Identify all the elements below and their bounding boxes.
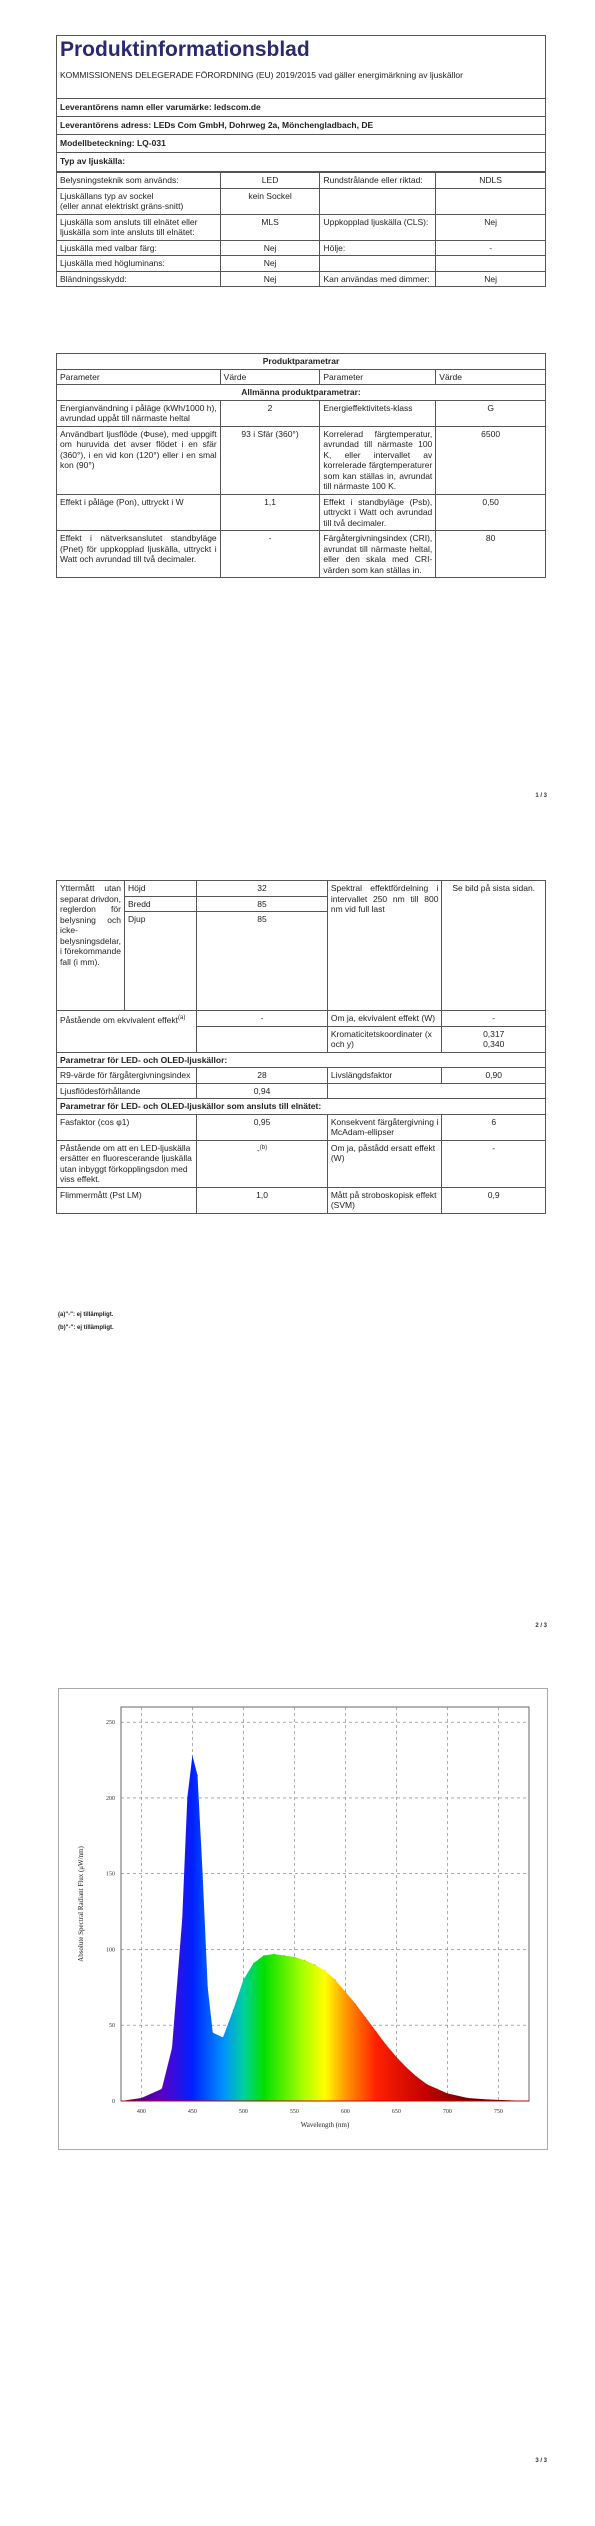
- dim-value: 32: [197, 881, 328, 897]
- replaced-power-label: Om ja, påstådd ersatt effekt (W): [327, 1140, 442, 1187]
- dim-value: 85: [197, 896, 328, 912]
- type-label: Ljuskälla med valbar färg:: [57, 240, 221, 256]
- x-tick-label: 550: [289, 2109, 299, 2115]
- dim-label: Höjd: [124, 881, 196, 897]
- parameters-heading: Produktparametrar: [57, 354, 546, 370]
- y-tick-label: 100: [106, 1947, 115, 1954]
- color-consistency-label: Konsekvent färgåtergivning i McAdam-ellipser: [327, 1114, 442, 1140]
- type-value: [436, 256, 546, 272]
- page-title: Produktinformationsblad: [60, 38, 310, 61]
- parameter-value: 2: [220, 400, 320, 426]
- parameter-value: 0,50: [436, 494, 546, 531]
- spectrum-point: [467, 2097, 468, 2098]
- footnote-b: (b)"-": ej tillämpligt.: [58, 1325, 114, 1331]
- spectrum-point: [171, 2047, 172, 2048]
- spectrum-point: [294, 1956, 295, 1957]
- spectrum-point: [345, 1991, 346, 1992]
- type-value: Nej: [220, 256, 320, 272]
- supplier-name: Leverantörens namn eller varumärke: ledscom.de: [60, 102, 261, 112]
- type-row-lighting-technology: [57, 173, 546, 189]
- spectrum-point: [207, 1987, 208, 1988]
- model-identifier: Modellbeteckning: LQ-031: [60, 138, 166, 148]
- type-label: Rundstrålande eller riktad:: [320, 173, 436, 189]
- r9-label: R9-värde för färgåtergivningsindex: [57, 1068, 197, 1084]
- spectrum-area: [121, 1755, 529, 2101]
- flicker-value: 1,0: [197, 1187, 328, 1213]
- spectrum-point: [192, 1755, 193, 1756]
- page2-table: [56, 880, 546, 1214]
- replaced-power-value: -: [442, 1140, 546, 1187]
- fluorescent-replacement-label: Påstående om att en LED-ljuskälla ersätter en fluorescerande ljuskälla utan inbyggt förkopplingsdon med viss effekt.: [57, 1140, 197, 1187]
- chromaticity-label: Kromaticitetskoordinater (x och y): [327, 1026, 442, 1052]
- spectrum-point: [396, 2056, 397, 2057]
- type-value: Nej: [220, 271, 320, 287]
- stroboscopic-value: 0,9: [442, 1187, 546, 1213]
- power-factor-value: 0,95: [197, 1114, 328, 1140]
- equivalent-power-label: Om ja, ekvivalent effekt (W): [327, 1011, 442, 1027]
- page-number: 3 / 3: [535, 2458, 547, 2464]
- footnote-a: (a)"-": ej tillämpligt.: [58, 1312, 114, 1318]
- flicker-label: Flimmermått (Pst LM): [57, 1187, 197, 1213]
- type-label: [320, 256, 436, 272]
- spectrum-point: [141, 2097, 142, 2098]
- type-value: Nej: [220, 240, 320, 256]
- spectral-value: Se bild på sista sidan.: [442, 881, 546, 1011]
- spectrum-point: [253, 1963, 254, 1964]
- mains-parameters-heading: Parametrar för LED- och OLED-ljuskällor som ansluts till elnätet:: [57, 1099, 546, 1115]
- x-tick-label: 700: [442, 2109, 452, 2115]
- x-tick-label: 450: [187, 2109, 197, 2115]
- divider: [56, 116, 546, 117]
- parameter-value: G: [436, 400, 546, 426]
- spectrum-point: [355, 2003, 356, 2004]
- spectrum-point: [182, 1919, 183, 1920]
- parameter-value: 6500: [436, 426, 546, 494]
- type-row-anti-glare: [57, 271, 546, 287]
- spectrum-point: [416, 2076, 417, 2077]
- dim-label: Djup: [124, 912, 196, 1011]
- spectrum-point: [488, 2099, 489, 2100]
- r9-value: 28: [197, 1068, 328, 1084]
- type-value: -: [436, 240, 546, 256]
- col-value: Värde: [436, 369, 546, 385]
- lumen-maintenance-label: Ljusflödesförhållande: [57, 1083, 197, 1099]
- color-consistency-value: 6: [442, 1114, 546, 1140]
- col-parameter: Parameter: [57, 369, 221, 385]
- x-tick-label: 400: [136, 2109, 146, 2115]
- parameter-label: Korrelerad färgtemperatur, avrundad till närmaste 100 K, eller intervallet av korrelerade färgtemperaturer som kan ställas in, avrundat till närmaste 100 K.: [320, 426, 436, 494]
- parameter-label: Effekt i nätverksanslutet standbyläge (Pnet) för uppkopplad ljuskälla, uttryckt i Watt och avrundad till två decimaler.: [57, 531, 221, 578]
- type-label: Kan användas med dimmer:: [320, 271, 436, 287]
- spectrum-point: [386, 2044, 387, 2045]
- chromaticity-value: 0,317 0,340: [442, 1026, 546, 1052]
- col-value: Värde: [220, 369, 320, 385]
- parameter-label: Energieffektivitets-klass: [320, 400, 436, 426]
- spectrum-point: [202, 1873, 203, 1874]
- spectrum-point: [243, 1979, 244, 1980]
- light-source-type-heading: Typ av ljuskälla:: [60, 156, 126, 166]
- x-tick-label: 600: [340, 2109, 350, 2115]
- type-row-mains-type: [57, 214, 546, 240]
- parameter-label: Färgåtergivningsindex (CRI), avrundat till närmaste heltal, eller den skala med CRI-värden som kan ställas in.: [320, 531, 436, 578]
- stroboscopic-label: Mått på stroboskopisk effekt (SVM): [327, 1187, 442, 1213]
- y-tick-label: 250: [106, 1720, 115, 1727]
- parameter-label: Effekt i påläge (Pon), uttryckt i W: [57, 494, 221, 531]
- spectrum-point: [284, 1955, 285, 1956]
- type-row-high-luminance: [57, 256, 546, 272]
- spectrum-chart-frame: [58, 1688, 548, 2150]
- divider: [56, 134, 546, 135]
- spectrum-point: [273, 1953, 274, 1954]
- fluorescent-replacement-value: -$^{(b)}$: [197, 1140, 328, 1187]
- spectrum-point: [437, 2088, 438, 2089]
- equivalent-power-claim-value: -: [197, 1011, 328, 1027]
- spectrum-point: [324, 1970, 325, 1971]
- equivalent-power-claim-label: Påstående om ekvivalent effekt$^{(a)}$: [57, 1011, 197, 1053]
- parameter-row: [57, 426, 546, 494]
- spectrum-point: [314, 1964, 315, 1965]
- x-tick-label: 500: [238, 2109, 248, 2115]
- type-label: Bländningsskydd:: [57, 271, 221, 287]
- spectrum-point: [187, 1797, 188, 1798]
- parameter-row: [57, 400, 546, 426]
- type-row-cap-type: [57, 188, 546, 214]
- parameter-value: 93 i Sfär (360°): [220, 426, 320, 494]
- type-label: Ljuskälla med högluminans:: [57, 256, 221, 272]
- y-tick-label: 200: [106, 1795, 115, 1802]
- type-label: Belysningsteknik som används:: [57, 173, 221, 189]
- equivalent-power-value: -: [442, 1011, 546, 1027]
- parameter-value: 1,1: [220, 494, 320, 531]
- type-value: LED: [220, 173, 320, 189]
- parameter-value: 80: [436, 531, 546, 578]
- spectrum-point: [212, 2032, 213, 2033]
- type-label: Ljuskällans typ av sockel (eller annat elektriskt gräns-snitt): [57, 188, 221, 214]
- parameter-label: Energianvändning i påläge (kWh/1000 h), avrundad uppåt till närmaste heltal: [57, 400, 221, 426]
- supplier-address: Leverantörens adress: LEDs Com GmbH, Dohrweg 2a, Mönchengladbach, DE: [60, 120, 374, 130]
- type-value: [436, 188, 546, 214]
- general-parameters-heading: Allmänna produktparametrar:: [57, 385, 546, 401]
- type-label: Uppkopplad ljuskälla (CLS):: [320, 214, 436, 240]
- lumen-maintenance-value: 0,94: [197, 1083, 328, 1099]
- regulation-subtitle: KOMMISSIONENS DELEGERADE FÖRORDNING (EU) 2019/2015 vad gäller energimärkning av ljuskällor: [60, 70, 463, 80]
- parameter-label: Effekt i standbyläge (Psb), uttryckt i Watt och avrundad till två decimaler.: [320, 494, 436, 531]
- dim-label: Bredd: [124, 896, 196, 912]
- spectrum-point: [365, 2017, 366, 2018]
- spectrum-point: [222, 2037, 223, 2038]
- parameters-table: [56, 353, 546, 578]
- dim-value: 85: [197, 912, 328, 1011]
- spectrum-point: [197, 1775, 198, 1776]
- y-tick-label: 50: [109, 2023, 115, 2030]
- dimensions-label: Yttermått utan separat drivdon, reglerdon för belysning och icke-belysningsdelar, i förekommande fall (i mm).: [57, 881, 125, 1011]
- type-value: Nej: [436, 214, 546, 240]
- spectrum-point: [447, 2093, 448, 2094]
- survival-factor-value: 0,90: [442, 1068, 546, 1084]
- page-number: 2 / 3: [535, 1623, 547, 1629]
- y-axis-label: Absolute Spectral Radiant Flux (μW/nm): [77, 1846, 85, 1962]
- spectrum-point: [406, 2067, 407, 2068]
- survival-factor-label: Livslängdsfaktor: [327, 1068, 442, 1084]
- y-tick-label: 150: [106, 1871, 115, 1878]
- parameter-row: [57, 494, 546, 531]
- power-factor-label: Fasfaktor (cos φ1): [57, 1114, 197, 1140]
- x-tick-label: 650: [391, 2109, 401, 2115]
- parameter-label: Användbart ljusflöde (Φuse), med uppgift om huruvida det avser flödet i en sfär (360°), i en vid kon (120°) eller i en smal kon (90°): [57, 426, 221, 494]
- type-label: Ljuskälla som ansluts till elnätet eller ljuskälla som inte ansluts till elnätet:: [57, 214, 221, 240]
- type-value: NDLS: [436, 173, 546, 189]
- y-tick-label: 0: [112, 2099, 115, 2105]
- led-parameters-heading: Parametrar för LED- och OLED-ljuskällor:: [57, 1052, 546, 1068]
- type-value: kein Sockel: [220, 188, 320, 214]
- spectrum-point: [304, 1959, 305, 1960]
- spectrum-point: [263, 1955, 264, 1956]
- parameter-value: -: [220, 531, 320, 578]
- type-value: Nej: [436, 271, 546, 287]
- spectral-label: Spektral effektfördelning i intervallet 250 nm till 800 nm vid full last: [327, 881, 442, 1011]
- spectrum-point: [426, 2084, 427, 2085]
- type-value: MLS: [220, 214, 320, 240]
- type-row-tunable-colour: [57, 240, 546, 256]
- type-table: [56, 172, 546, 287]
- spectrum-point: [161, 2088, 162, 2089]
- spectrum-point: [233, 2009, 234, 2010]
- type-label: Hölje:: [320, 240, 436, 256]
- page-number: 1 / 3: [535, 793, 547, 799]
- parameter-row: [57, 531, 546, 578]
- divider: [56, 98, 546, 99]
- spectrum-chart: [59, 1689, 547, 2149]
- type-label: [320, 188, 436, 214]
- x-axis-label: Wavelength (nm): [300, 2121, 350, 2129]
- col-parameter: Parameter: [320, 369, 436, 385]
- x-tick-label: 750: [493, 2109, 503, 2115]
- spectrum-point: [375, 2031, 376, 2032]
- divider: [56, 152, 546, 153]
- spectrum-point: [335, 1979, 336, 1980]
